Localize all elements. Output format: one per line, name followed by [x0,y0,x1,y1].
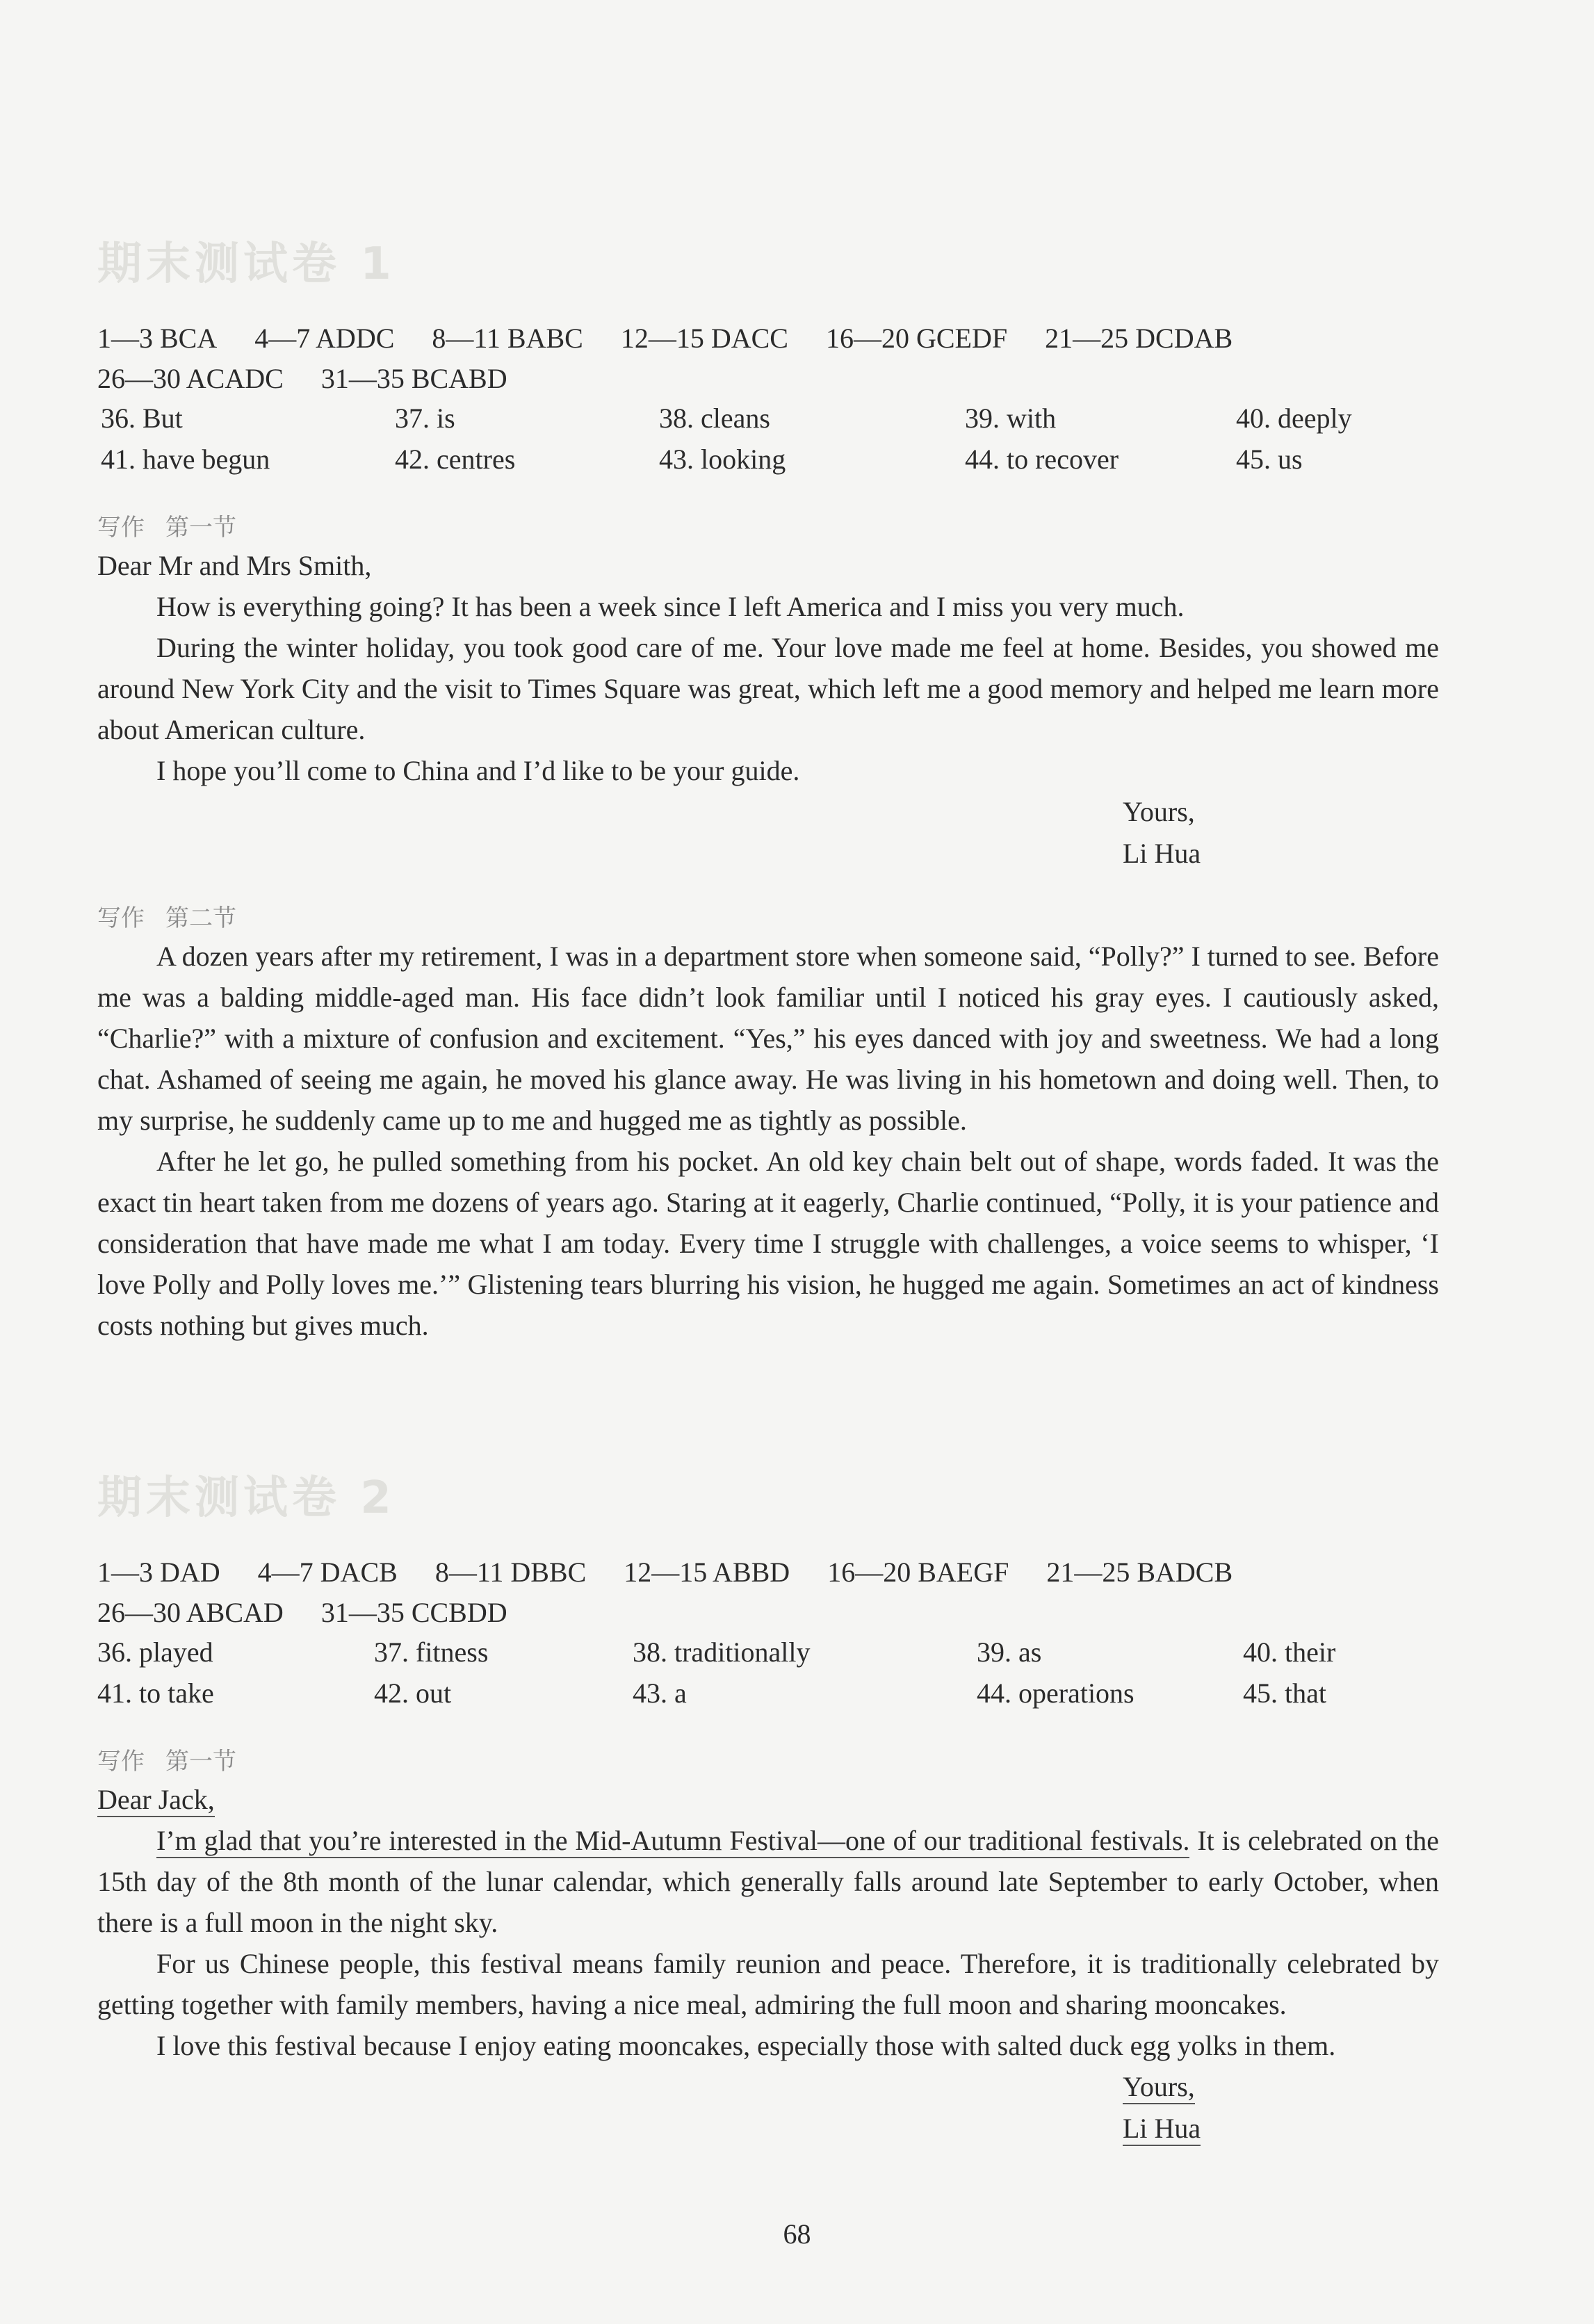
signature [1123,2108,1439,2150]
key-group: 16—20 GCEDF [825,323,1008,354]
key-group: 12—15 ABBD [624,1557,790,1588]
blank-answer: 44. to recover [965,444,1119,475]
blank-answer: 37. is [395,403,455,434]
paragraph: How is everything going? It has been a week since I left America and I miss you very much. [156,591,1185,622]
signature-text: Li Hua [1123,2113,1201,2146]
paragraph: During the winter holiday, you took good care of me. Your love made me feel at home. Besides, you showed me around New York City and the visit to Times Square was great, which left me a good memory and helped me learn more about American culture. [97,632,1439,745]
heading-part: 第一节 [165,1748,236,1775]
key-group: 1—3 DAD [97,1557,220,1588]
paragraph: A dozen years after my retirement, I was in a department store when someone said, “Polly?” I turned to see. Before me was a balding middle-aged man. His face didn’t look familiar until I noticed his gray eyes. I cautiously asked, “Charlie?” with a mixture of confusion and excitement. “Yes,” his eyes danced with joy and sweetness. We had a long chat. Ashamed of seeing me again, he moved his glance away. He was living in his hometown and doing well. Then, to my surprise, he suddenly came up to me and hugged me as tightly as possible. [97,941,1439,1136]
test-1-section [97,229,1439,1346]
blank-answer: 40. their [1243,1636,1336,1668]
fill-blank-answers [97,402,1439,484]
test-2-section [97,1463,1439,2150]
salutation [97,1779,1439,1820]
blank-answer: 44. operations [977,1677,1134,1709]
test-title: 期末测试卷 1 [97,238,396,290]
letter-signoff [1123,2066,1439,2150]
multiple-choice-keys [97,1552,1439,1633]
blank-answer: 38. traditionally [633,1636,811,1668]
blank-answer: 41. have begun [101,444,270,475]
heading-label: 写作 [97,1748,145,1775]
blank-answer: 45. us [1236,444,1303,475]
writing-part-1-heading [97,1744,1439,1779]
key-group: 21—25 DCDAB [1045,323,1233,354]
paragraph: After he let go, he pulled something from his pocket. An old key chain belt out of shape, words faded. It was the exact tin heart taken from me dozens of years ago. Staring at it eagerly, Charlie continued, “Polly, it is your patience and consideration that have made me what I am today. Every time I struggle with challenges, a voice seems to whisper, ‘I love Polly and Polly loves me.’” Glistening tears blurring his vision, he hugged me again. Sometimes an act of kindness costs nothing but gives much. [97,1146,1439,1341]
closing-text: Yours, [1123,2071,1195,2104]
blank-answer: 43. a [633,1677,687,1709]
blank-answer: 40. deeply [1236,403,1352,434]
blank-answer: 42. centres [395,444,516,475]
heading-label: 写作 [97,904,145,932]
key-group: 26—30 ACADC [97,363,284,394]
key-group: 4—7 ADDC [254,323,395,354]
signature: Li Hua [1123,838,1201,869]
blank-answer: 45. that [1243,1677,1326,1709]
key-group: 1—3 BCA [97,323,218,354]
paragraph: I love this festival because I enjoy eating mooncakes, especially those with salted duck egg yolks in them. [156,2030,1336,2061]
blank-answer: 36. But [101,403,183,434]
heading-part: 第一节 [165,514,236,542]
key-group: 12—15 DACC [620,323,788,354]
paragraph [97,1820,1439,1943]
blank-answer: 39. as [977,1636,1042,1668]
heading-label: 写作 [97,514,145,542]
key-group: 26—30 ABCAD [97,1597,284,1628]
blank-answer: 41. to take [97,1677,214,1709]
key-row [97,318,1439,359]
key-group: 31—35 CCBDD [320,1597,507,1628]
blank-answer: 39. with [965,403,1057,434]
heading-part: 第二节 [165,904,236,932]
closing: Yours, [1123,796,1195,827]
blank-answer: 42. out [374,1677,452,1709]
key-group: 21—25 BADCB [1046,1557,1233,1588]
key-group: 4—7 DACB [257,1557,398,1588]
fill-blank-answers [97,1636,1439,1718]
multiple-choice-keys [97,318,1439,399]
letter-signoff [1123,791,1439,875]
blank-answer: 37. fitness [374,1636,489,1668]
story-text [97,936,1439,1346]
blank-answer: 36. played [97,1636,213,1668]
closing [1123,2066,1439,2108]
paragraph: For us Chinese people, this festival means family reunion and peace. Therefore, it is traditionally celebrated by getting together with family members, having a nice meal, admiring the full moon and sharing mooncakes. [97,1948,1439,2020]
key-group: 8—11 DBBC [434,1557,587,1588]
key-row [97,359,1439,399]
key-row [97,1552,1439,1593]
underlined-sentence: I’m glad that you’re interested in the Mid-Autumn Festival—one of our traditional festivals. [156,1825,1189,1858]
page-number: 68 [783,2218,811,2250]
test-title: 期末测试卷 2 [97,1472,396,1524]
letter-text [97,545,1439,791]
paragraph-rest: It is celebrated on the 15th day of the 8th month of the lunar calendar, which generally falls around late September to early October, when there is a full moon in the night sky. [97,1825,1440,1938]
salutation: Dear Mr and Mrs Smith, [97,550,372,581]
writing-part-2-heading [97,901,1439,936]
paragraph: I hope you’ll come to China and I’d like to be your guide. [156,755,800,786]
key-group: 16—20 BAEGF [827,1557,1009,1588]
salutation-text: Dear Jack, [97,1784,215,1817]
blank-answer: 38. cleans [659,403,770,434]
key-group: 31—35 BCABD [320,363,507,394]
key-group: 8—11 BABC [432,323,583,354]
writing-part-1-heading [97,510,1439,545]
blank-answer: 43. looking [659,444,786,475]
letter-text [97,1779,1439,2066]
key-row [97,1593,1439,1633]
